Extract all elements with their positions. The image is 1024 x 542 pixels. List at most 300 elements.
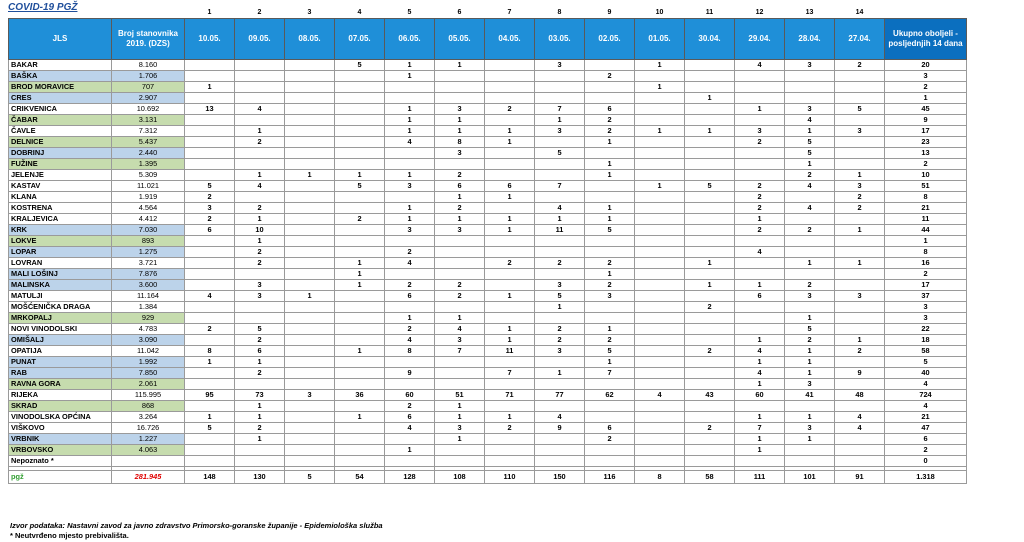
daily-cases [835,214,885,225]
daily-cases: 1 [485,137,535,148]
daily-cases: 1 [335,346,385,357]
daily-cases [235,148,285,159]
daily-cases: 5 [335,181,385,192]
daily-cases: 2 [485,104,535,115]
daily-cases [685,434,735,445]
table-row [9,390,967,401]
daily-cases [335,126,385,137]
daily-cases [585,401,635,412]
total-cases: 20 [885,60,967,71]
daily-cases [835,401,885,412]
daily-cases [385,456,435,467]
total-cases: 4 [885,379,967,390]
daily-cases [685,247,735,258]
daily-cases: 3 [785,104,835,115]
daily-cases [735,313,785,324]
daily-cases: 2 [585,280,635,291]
daily-cases [635,115,685,126]
daily-cases: 36 [335,390,385,401]
population-value: 4.564 [112,203,185,214]
daily-cases [835,93,885,104]
footnote: * Neutvrđeno mjesto prebivališta. [10,531,129,540]
daily-cases: 4 [735,247,785,258]
daily-cases [235,192,285,203]
daily-cases: 1 [735,445,785,456]
municipality-name: LOVRAN [9,258,112,269]
daily-cases [285,280,335,291]
daily-cases: 2 [235,137,285,148]
population-value: 5.309 [112,170,185,181]
daily-cases [185,280,235,291]
daily-cases: 2 [685,423,735,434]
daily-cases [535,93,585,104]
header-date: 29.04. [735,19,785,60]
daily-cases: 2 [585,115,635,126]
daily-cases [835,302,885,313]
daily-cases [635,302,685,313]
total-cases: 45 [885,104,967,115]
daily-cases: 1 [385,115,435,126]
daily-cases: 6 [735,291,785,302]
daily-cases: 4 [385,137,435,148]
total-cases: 1 [885,93,967,104]
daily-cases [735,324,785,335]
daily-cases [185,170,235,181]
daily-cases: 2 [435,170,485,181]
daily-cases [685,159,735,170]
daily-cases: 1 [235,401,285,412]
daily-cases: 2 [235,335,285,346]
daily-cases: 5 [185,181,235,192]
daily-cases [485,203,535,214]
daily-cases [785,247,835,258]
daily-cases [385,434,435,445]
daily-cases [735,401,785,412]
daily-cases [535,269,585,280]
daily-cases [435,379,485,390]
daily-cases [185,401,235,412]
daily-cases [485,93,535,104]
daily-cases: 3 [435,335,485,346]
daily-cases [435,302,485,313]
table-row [9,412,967,423]
daily-cases [635,291,685,302]
table-row [9,456,967,467]
daily-cases [285,192,335,203]
daily-cases: 4 [235,104,285,115]
population-value: 1.395 [112,159,185,170]
total-cases: 6 [885,434,967,445]
table-row [9,357,967,368]
population-value: 868 [112,401,185,412]
daily-cases [685,368,735,379]
daily-cases: 5 [185,423,235,434]
daily-cases: 5 [585,346,635,357]
daily-cases: 1 [835,170,885,181]
daily-cases [735,170,785,181]
daily-cases: 7 [485,368,535,379]
daily-cases: 1 [485,225,535,236]
daily-cases [335,203,385,214]
daily-cases [785,192,835,203]
daily-cases: 1 [785,412,835,423]
daily-cases: 7 [735,423,785,434]
header-date: 08.05. [285,19,335,60]
daily-cases [335,456,385,467]
daily-cases: 3 [735,126,785,137]
day-number: 6 [457,9,462,16]
daily-cases [285,148,335,159]
daily-cases [835,115,885,126]
daily-cases [185,71,235,82]
municipality-name: Nepoznato * [9,456,112,467]
daily-cases: 3 [385,181,435,192]
daily-cases: 1 [385,214,435,225]
daily-cases [235,445,285,456]
daily-cases: 6 [435,181,485,192]
daily-cases: 8 [185,346,235,357]
daily-cases [685,379,735,390]
daily-cases: 1 [735,104,785,115]
daily-cases: 3 [835,181,885,192]
daily-cases: 2 [485,423,535,434]
daily-cases [335,71,385,82]
daily-cases: 3 [285,390,335,401]
daily-cases [435,269,485,280]
municipality-name: OPATIJA [9,346,112,357]
daily-cases: 1 [685,280,735,291]
daily-cases: 1 [435,192,485,203]
daily-cases [235,71,285,82]
daily-cases: 4 [635,390,685,401]
daily-cases: 95 [185,390,235,401]
population-value: 2.440 [112,148,185,159]
daily-cases: 2 [785,335,835,346]
daily-cases: 2 [735,137,785,148]
table-row [9,335,967,346]
table-row [9,148,967,159]
daily-cases [535,357,585,368]
daily-cases: 4 [235,181,285,192]
population-value: 1.275 [112,247,185,258]
daily-cases [535,236,585,247]
daily-cases: 60 [735,390,785,401]
daily-cases [835,456,885,467]
population-value: 3.600 [112,280,185,291]
daily-cases [335,357,385,368]
daily-cases [235,82,285,93]
daily-cases [635,93,685,104]
daily-cases: 6 [185,225,235,236]
municipality-name: RIJEKA [9,390,112,401]
population-value: 1.706 [112,71,185,82]
header-row [9,19,967,60]
daily-cases: 1 [485,192,535,203]
daily-cases: 6 [385,412,435,423]
daily-cases [485,357,535,368]
daily-cases [335,159,385,170]
daily-cases [635,324,685,335]
daily-cases: 1 [485,324,535,335]
daily-cases: 2 [735,192,785,203]
daily-cases: 4 [185,291,235,302]
daily-cases [335,291,385,302]
daily-cases: 1 [435,313,485,324]
summary-population: 281.945 [112,471,185,484]
daily-cases: 1 [635,82,685,93]
daily-cases [385,148,435,159]
municipality-name: NOVI VINODOLSKI [9,324,112,335]
day-number: 12 [755,9,764,16]
population-value: 4.783 [112,324,185,335]
daily-cases: 1 [335,269,385,280]
table-row [9,302,967,313]
daily-cases: 1 [435,434,485,445]
daily-cases: 2 [685,302,735,313]
daily-cases: 13 [185,104,235,115]
daily-cases: 3 [535,346,585,357]
daily-cases: 2 [585,71,635,82]
daily-cases [785,93,835,104]
daily-cases: 3 [785,60,835,71]
daily-cases: 1 [585,159,635,170]
daily-cases [485,71,535,82]
daily-cases [685,236,735,247]
daily-cases [635,357,685,368]
daily-cases: 1 [785,434,835,445]
daily-cases [535,247,585,258]
daily-cases: 1 [335,280,385,291]
daily-cases [685,214,735,225]
daily-cases: 2 [435,291,485,302]
municipality-name: LOKVE [9,236,112,247]
municipality-name: BAŠKA [9,71,112,82]
total-cases: 2 [885,445,967,456]
header-date: 28.04. [785,19,835,60]
daily-cases [285,225,335,236]
daily-cases [485,60,535,71]
daily-cases [685,203,735,214]
daily-cases [685,225,735,236]
daily-cases: 71 [485,390,535,401]
daily-cases [335,401,385,412]
daily-cases: 1 [285,291,335,302]
population-value: 1.992 [112,357,185,368]
daily-cases [335,192,385,203]
daily-cases [335,236,385,247]
daily-cases: 1 [335,170,385,181]
daily-cases [585,236,635,247]
municipality-name: KRALJEVICA [9,214,112,225]
daily-cases: 2 [785,170,835,181]
daily-cases: 2 [185,214,235,225]
daily-cases [185,148,235,159]
total-cases: 17 [885,280,967,291]
daily-cases [835,236,885,247]
population-value: 7.876 [112,269,185,280]
daily-cases [835,313,885,324]
daily-cases [235,313,285,324]
daily-cases: 3 [385,225,435,236]
header-date: 03.05. [535,19,585,60]
municipality-name: DELNICE [9,137,112,148]
daily-cases: 2 [735,225,785,236]
daily-cases: 5 [785,324,835,335]
total-cases: 8 [885,247,967,258]
population-value: 1.227 [112,434,185,445]
population-value: 3.131 [112,115,185,126]
daily-cases [335,445,385,456]
source-note: Izvor podataka: Nastavni zavod za javno zdravstvo Primorsko-goranske županije - Epidemiološka služba [10,521,383,530]
population-value: 929 [112,313,185,324]
daily-cases [535,170,585,181]
daily-cases: 1 [585,324,635,335]
total-cases: 3 [885,71,967,82]
daily-cases [635,412,685,423]
total-cases: 13 [885,148,967,159]
daily-cases: 1 [785,313,835,324]
daily-cases [285,313,335,324]
daily-cases [735,302,785,313]
municipality-name: DOBRINJ [9,148,112,159]
daily-cases [335,423,385,434]
daily-cases: 2 [335,214,385,225]
daily-cases: 2 [235,258,285,269]
daily-cases: 4 [435,324,485,335]
daily-cases: 1 [785,368,835,379]
daily-cases [835,445,885,456]
municipality-name: JELENJE [9,170,112,181]
daily-cases [785,456,835,467]
header-date: 10.05. [185,19,235,60]
daily-cases [485,401,535,412]
daily-cases: 1 [435,126,485,137]
population-value: 3.090 [112,335,185,346]
summary-daily: 110 [485,471,535,484]
daily-cases [685,335,735,346]
day-number: 3 [307,9,312,16]
daily-cases [835,379,885,390]
daily-cases [285,137,335,148]
daily-cases: 4 [785,181,835,192]
daily-cases [635,170,685,181]
daily-cases: 1 [585,137,635,148]
daily-cases [485,247,535,258]
daily-cases [735,159,785,170]
total-cases: 58 [885,346,967,357]
day-number: 5 [407,9,412,16]
daily-cases: 2 [535,335,585,346]
daily-cases: 60 [385,390,435,401]
municipality-name: MALI LOŠINJ [9,269,112,280]
daily-cases: 4 [735,368,785,379]
total-cases: 0 [885,456,967,467]
daily-cases: 1 [235,357,285,368]
daily-cases [485,434,535,445]
table-row [9,434,967,445]
daily-cases [535,313,585,324]
table-row [9,214,967,225]
table-row [9,236,967,247]
municipality-name: VINODOLSKA OPĆINA [9,412,112,423]
daily-cases [635,225,685,236]
daily-cases: 1 [535,214,585,225]
daily-cases: 1 [335,258,385,269]
daily-cases [435,368,485,379]
daily-cases [285,401,335,412]
daily-cases: 1 [835,225,885,236]
daily-cases [485,456,535,467]
daily-cases [785,82,835,93]
daily-cases: 4 [735,60,785,71]
daily-cases [335,148,385,159]
daily-cases [185,313,235,324]
table-row [9,159,967,170]
daily-cases [185,379,235,390]
daily-cases [385,302,435,313]
daily-cases [335,313,385,324]
daily-cases [635,401,685,412]
day-number: 7 [507,9,512,16]
total-cases: 5 [885,357,967,368]
daily-cases: 1 [785,346,835,357]
daily-cases [335,434,385,445]
daily-cases [735,71,785,82]
day-number: 10 [655,9,664,16]
daily-cases [685,313,735,324]
daily-cases [335,368,385,379]
daily-cases [785,401,835,412]
daily-cases [185,60,235,71]
summary-daily: 91 [835,471,885,484]
total-cases: 47 [885,423,967,434]
daily-cases [635,104,685,115]
daily-cases [385,236,435,247]
municipality-name: KRK [9,225,112,236]
daily-cases [285,203,335,214]
daily-cases [435,247,485,258]
daily-cases: 2 [185,192,235,203]
municipality-name: MALINSKA [9,280,112,291]
daily-cases: 1 [385,203,435,214]
daily-cases [785,445,835,456]
table-row [9,247,967,258]
daily-cases [285,269,335,280]
daily-cases: 3 [435,423,485,434]
daily-cases [185,269,235,280]
population-value: 4.412 [112,214,185,225]
daily-cases [635,236,685,247]
daily-cases: 1 [185,357,235,368]
daily-cases [585,379,635,390]
daily-cases: 1 [235,236,285,247]
municipality-name: CRES [9,93,112,104]
daily-cases: 2 [385,247,435,258]
daily-cases: 2 [235,368,285,379]
daily-cases [635,313,685,324]
daily-cases [285,104,335,115]
day-number: 9 [607,9,612,16]
daily-cases [235,302,285,313]
daily-cases: 51 [435,390,485,401]
population-value: 3.721 [112,258,185,269]
covid-table [8,8,967,484]
total-cases: 37 [885,291,967,302]
summary-daily: 130 [235,471,285,484]
daily-cases [235,379,285,390]
daily-cases [535,82,585,93]
daily-cases [835,82,885,93]
